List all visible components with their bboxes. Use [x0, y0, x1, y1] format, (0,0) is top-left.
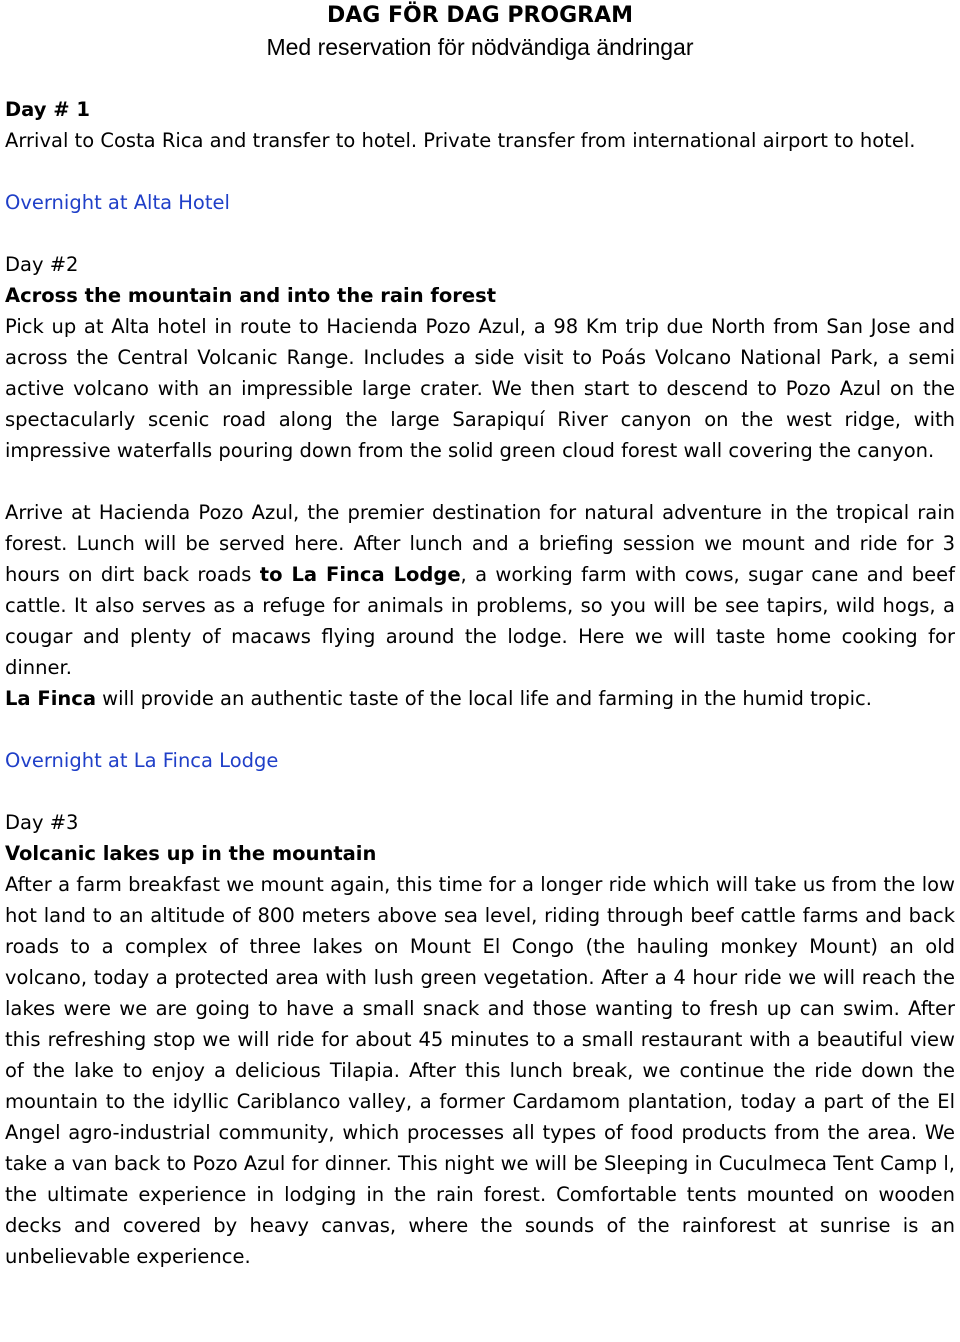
- spacer: [5, 156, 955, 187]
- day2-paragraph-2-to: to: [259, 563, 292, 586]
- day2-paragraph-1: Pick up at Alta hotel in route to Hacienda Pozo Azul, a 98 Km trip due North from San Jose and across the Central Volcanic Range. Includes a side visit to Poás Volcano National Park, a semi active volcano with an impressible large crater. We then start to descend to Pozo Azul on the spectacularly scenic road along the large Sarapiquí River canyon on the west ridge, with impressive waterfalls pouring down from the solid green cloud forest wall covering the canyon.: [5, 315, 955, 462]
- day2-paragraph-3-rest: will provide an authentic taste of the local life and farming in the humid tropic.: [95, 687, 872, 710]
- day2-overnight: Overnight at La Finca Lodge: [5, 749, 279, 772]
- day1-text: Arrival to Costa Rica and transfer to hotel. Private transfer from international airport to hotel.: [5, 129, 916, 152]
- day2-paragraph-3: [5, 683, 955, 714]
- spacer: [5, 218, 955, 249]
- spacer: [5, 714, 955, 745]
- day3-subheading: Volcanic lakes up in the mountain: [5, 842, 377, 865]
- spacer: [5, 466, 955, 497]
- day2-subheading: Across the mountain and into the rain forest: [5, 284, 497, 307]
- page-title: DAG FÖR DAG PROGRAM: [326, 3, 634, 28]
- la-finca-name: La Finca: [5, 687, 96, 710]
- spacer: [5, 776, 955, 807]
- la-finca-lodge-name: La Finca Lodge: [291, 563, 461, 586]
- day2-paragraph-2-start: Arrive at Hacienda Pozo Azul, the premier destination for natural adventure in the tropical rain forest. Lunch will be served here. After lunch and a briefing session we mount and ride for 3 hours on dirt back roads: [5, 501, 955, 586]
- day3-paragraph-1: After a farm breakfast we mount again, this time for a longer ride which will take us from the low hot land to an altitude of 800 meters above sea level, riding through beef cattle farms and back roads to a complex of three lakes on Mount El Congo (the hauling monkey Mount) an old volcano, today a protected area with lush green vegetation. After a 4 hour ride we will reach the lakes were we are going to have a small snack and those wanting to fresh up can swim. After this refreshing stop we will ride for about 45 minutes to a small restaurant with a beautiful view of the lake to enjoy a delicious Tilapia. After this lunch break, we continue the ride down the mountain to the idyllic Cariblanco valley, a former Cardamom plantation, today a part of the El Angel agro-industrial community, which processes all types of food products from the area. We take a van back to Pozo Azul for dinner. This night we will be Sleeping in Cuculmeca Tent Camp l, the ultimate experience in lodging in the rain forest. Comfortable tents mounted on wooden decks and covered by heavy canvas, where the sounds of the rainforest at sunrise is an unbelievable experience.: [5, 873, 955, 1268]
- day2-heading: Day #2: [5, 253, 79, 276]
- day1-overnight: Overnight at Alta Hotel: [5, 191, 230, 214]
- spacer: [5, 63, 955, 94]
- header: [5, 0, 955, 63]
- day2-paragraph-2: [5, 497, 955, 683]
- day1-heading: Day # 1: [5, 98, 90, 121]
- day2-paragraph-2-end: , a working farm with cows, sugar cane and beef cattle. It also serves as a refuge for animals in problems, so you will be see tapirs, wild hogs, a cougar and plenty of macaws flying around the lodge. Here we will taste home cooking for dinner.: [5, 563, 955, 679]
- page-subtitle: Med reservation för nödvändiga ändringar: [266, 34, 694, 60]
- day3-heading: Day #3: [5, 811, 79, 834]
